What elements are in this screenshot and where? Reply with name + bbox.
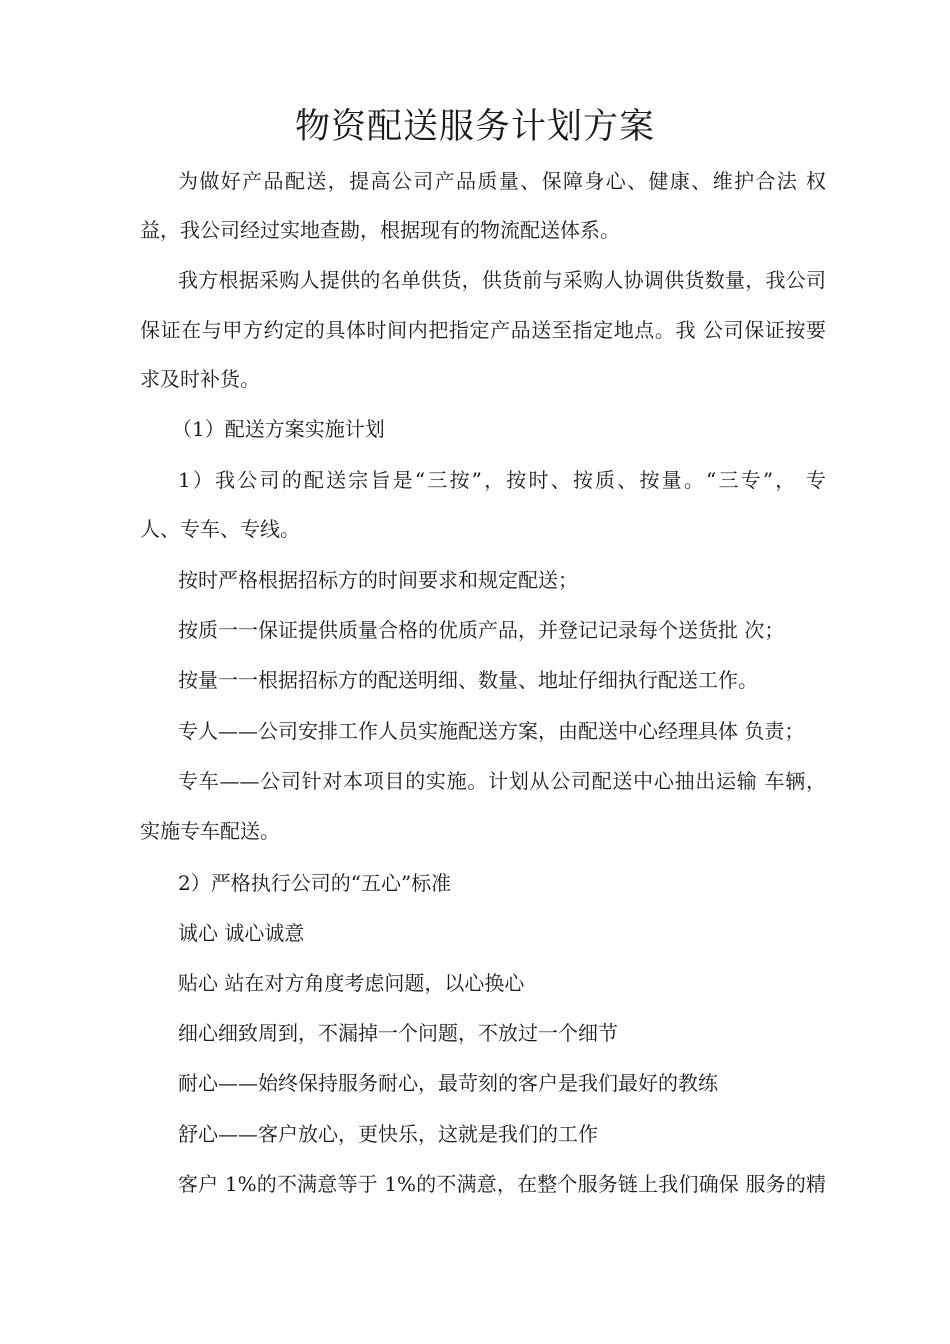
paragraph-line: 按量一一根据招标方的配送明细、数量、地址仔细执行配送工作。 [178,668,758,692]
list-item: 耐心——始终保持服务耐心，最苛刻的客户是我们最好的教练 [178,1071,718,1095]
list-item: 贴心 站在对方角度考虑问题，以心换心 [178,971,525,995]
section-heading: （1）配送方案实施计划 [172,417,385,441]
section-heading: 2）严格执行公司的“五心”标准 [178,871,452,895]
paragraph-line: 为做好产品配送，提高公司产品质量、保障身心、健康、维护合法 权 [178,169,826,193]
paragraph-line: 保证在与甲方约定的具体时间内把指定产品送至指定地点。我 公司保证按要 [140,318,826,342]
paragraph-line: 专人——公司安排工作人员实施配送方案，由配送中心经理具体 负责； [178,719,805,743]
list-item: 舒心——客户放心，更快乐，这就是我们的工作 [178,1122,598,1146]
list-item: 诚心 诚心诚意 [178,921,305,945]
paragraph-line: 求及时补货。 [140,367,260,391]
paragraph-line: 实施专车配送。 [140,819,280,843]
paragraph-line: 1）我公司的配送宗旨是“三按”，按时、按质、按量。“三专”， 专 [178,468,826,492]
document-title: 物资配送服务计划方案 [294,107,655,147]
paragraph-line: 按质一一保证提供质量合格的优质产品，并登记记录每个送货批 次； [178,618,785,642]
paragraph-line: 专车——公司针对本项目的实施。计划从公司配送中心抽出运输 车辆， [178,769,826,793]
paragraph-line: 客户 1%的不满意等于 1%的不满意，在整个服务链上我们确保 服务的精 [178,1172,826,1196]
paragraph-line: 按时严格根据招标方的时间要求和规定配送； [178,568,578,592]
paragraph-line: 我方根据采购人提供的名单供货，供货前与采购人协调供货数量，我公司 [178,268,826,292]
paragraph-line: 人、专车、专线。 [140,517,300,541]
paragraph-line: 益，我公司经过实地查勘，根据现有的物流配送体系。 [140,218,620,242]
list-item: 细心细致周到，不漏掉一个问题，不放过一个细节 [178,1021,618,1045]
